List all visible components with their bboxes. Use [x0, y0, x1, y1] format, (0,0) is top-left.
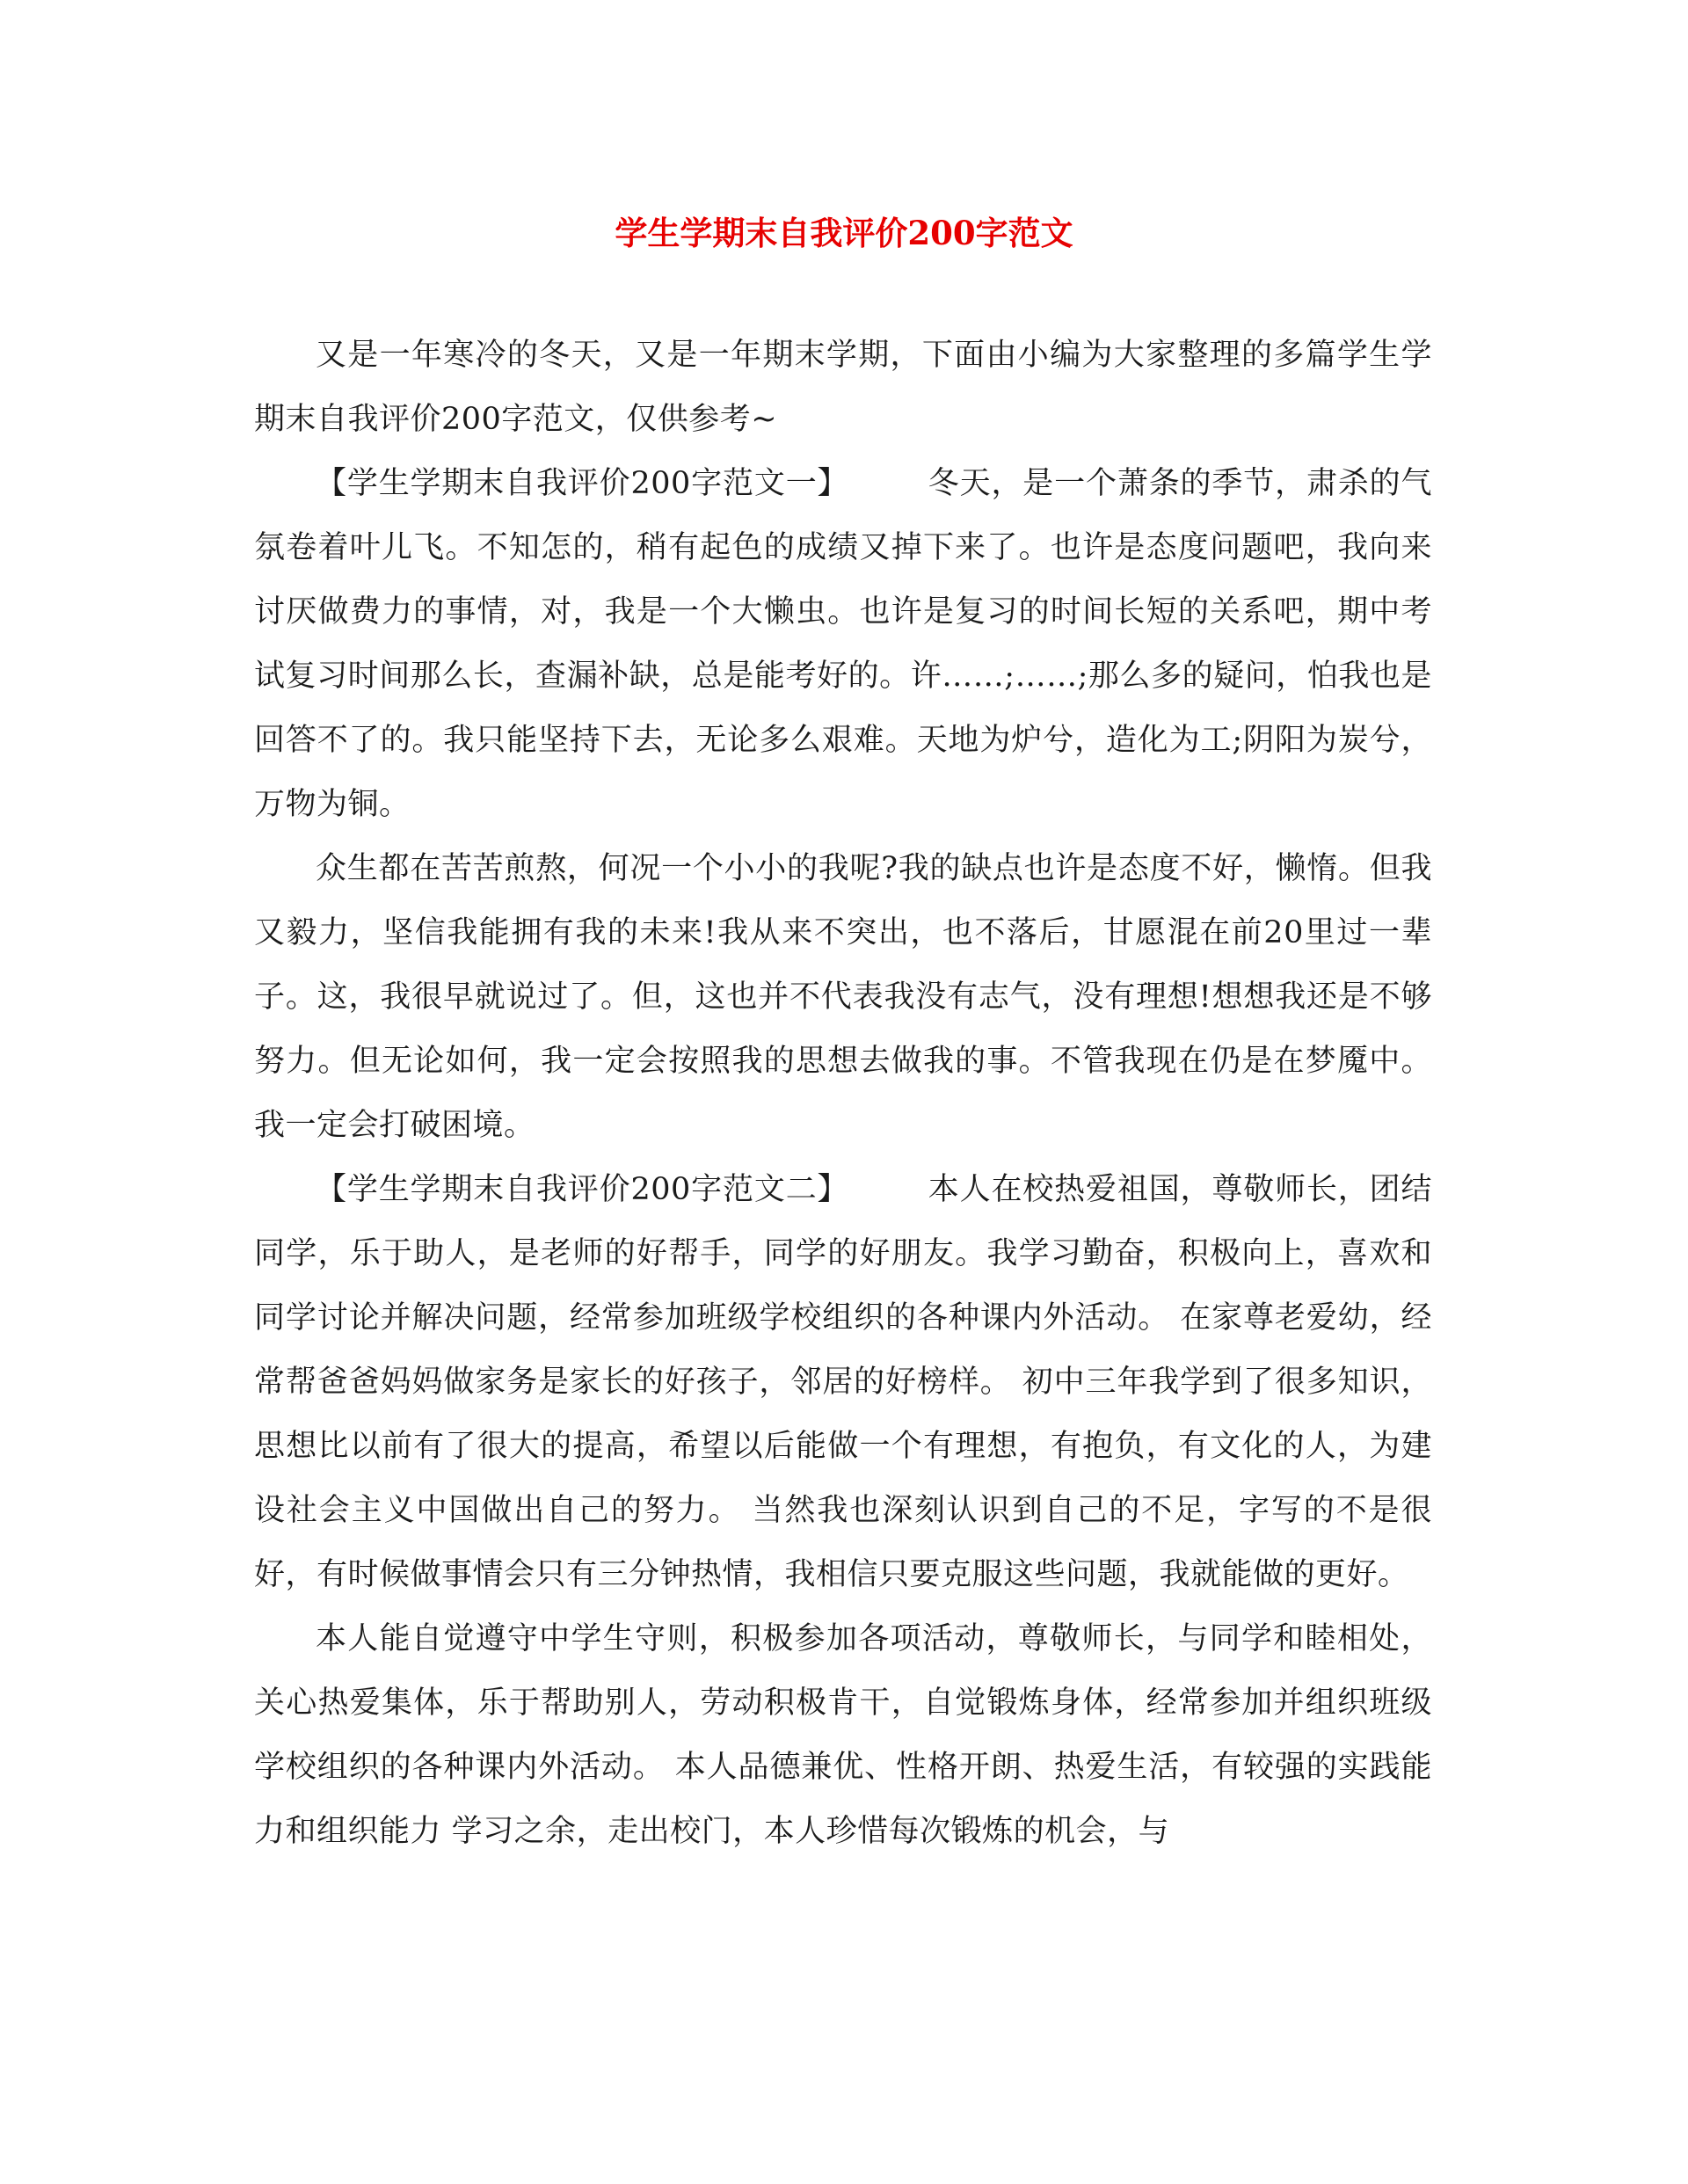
intro-paragraph: 又是一年寒冷的冬天，又是一年期末学期，下面由小编为大家整理的多篇学生学期末自我评价200字范文，仅供参考~	[254, 338, 1432, 437]
body-paragraph: 众生都在苦苦煎熬，何况一个小小的我呢?我的缺点也许是态度不好，懒惰。但我又毅力，坚信我能拥有我的未来!我从来不突出，也不落后，甘愿混在前20里过一辈子。这，我很早就说过了。但，这也并不代表我没有志气，没有理想!想想我还是不够努力。但无论如何，我一定会按照我的思想去做我的事。不管我现在仍是在梦魇中。我一定会打破困境。	[254, 851, 1432, 1143]
section-one-paragraph	[254, 452, 1432, 837]
body-paragraph: 本人能自觉遵守中学生守则，积极参加各项活动，尊敬师长，与同学和睦相处，关心热爱集体，乐于帮助别人，劳动积极肯干，自觉锻炼身体，经常参加并组织班级学校组织的各种课内外活动。 本人品德兼优、性格开朗、热爱生活，有较强的实践能力和组织能力 学习之余，走出校门，本人珍惜每次锻炼的机会，与	[254, 1621, 1432, 1849]
section-one-text: 冬天，是一个萧条的季节，肃杀的气氛卷着叶儿飞。不知怎的，稍有起色的成绩又掉下来了。也许是态度问题吧，我向来讨厌做费力的事情，对，我是一个大懒虫。也许是复习的时间长短的关系吧，期中考试复习时间那么长，查漏补缺，总是能考好的。许……;……;那么多的疑问，怕我也是回答不了的。我只能坚持下去，无论多么艰难。天地为炉兮，造化为工;阴阳为炭兮，万物为铜。	[254, 466, 1432, 822]
section-one-heading: 【学生学期末自我评价200字范文一】	[316, 466, 849, 501]
document-body	[254, 324, 1432, 1864]
section-two-heading: 【学生学期末自我评价200字范文二】	[316, 1172, 849, 1207]
section-two-text: 本人在校热爱祖国，尊敬师长，团结同学，乐于助人，是老师的好帮手，同学的好朋友。我学习勤奋，积极向上，喜欢和同学讨论并解决问题，经常参加班级学校组织的各种课内外活动。 在家尊老爱幼，经常帮爸爸妈妈做家务是家长的好孩子，邻居的好榜样。 初中三年我学到了很多知识，思想比以前有了很大的提高，希望以后能做一个有理想，有抱负，有文化的人，为建设社会主义中国做出自己的努力。 当然我也深刻认识到自己的不足，字写的不是很好，有时候做事情会只有三分钟热情，我相信只要克服这些问题，我就能做的更好。	[254, 1172, 1432, 1592]
document-title: 学生学期末自我评价200字范文	[615, 214, 1073, 252]
section-two-paragraph	[254, 1158, 1432, 1607]
